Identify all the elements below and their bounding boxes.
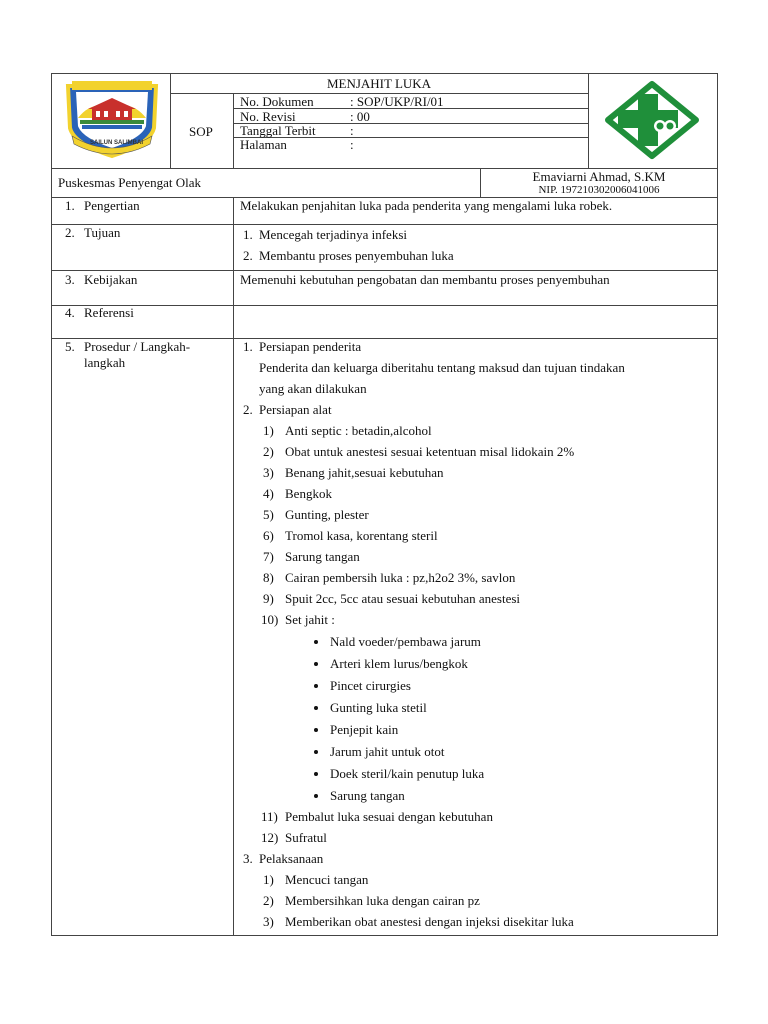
- kebijakan-text: Memenuhi kebutuhan pengobatan dan membantu proses penyembuhan: [240, 272, 610, 287]
- tool-item: Cairan pembersih luka : pz,h2o2 3%, savlon: [285, 570, 516, 585]
- tool-item: Anti septic : betadin,alcohol: [285, 423, 432, 438]
- bullet-icon: [314, 706, 318, 710]
- sub-number: 11): [261, 809, 278, 824]
- tool-item: Gunting, plester: [285, 507, 369, 522]
- seal-motto: SAILUN SALIMBAI: [90, 140, 143, 146]
- tool-item: Sarung tangan: [285, 549, 360, 564]
- tool-item: Benang jahit,sesuai kebutuhan: [285, 465, 444, 480]
- pengertian-text: Melakukan penjahitan luka pada penderita yang mengalami luka robek.: [240, 198, 613, 213]
- bullet-icon: [314, 640, 318, 644]
- sop-label: SOP: [189, 124, 213, 139]
- signatory-name: Emaviarni Ahmad, S.KM: [532, 169, 666, 184]
- document-title: MENJAHIT LUKA: [326, 76, 432, 91]
- tool-item: Tromol kasa, korentang steril: [285, 528, 438, 543]
- puskesmas-cross-logo: [604, 80, 700, 160]
- set-jahit-item: Penjepit kain: [330, 722, 399, 737]
- row-number: 4.: [65, 305, 75, 320]
- divider: [233, 197, 234, 936]
- bullet-icon: [314, 662, 318, 666]
- tool-item: Pembalut luka sesuai dengan kebutuhan: [285, 809, 493, 824]
- set-jahit-item: Gunting luka stetil: [330, 700, 427, 715]
- sub-number: 1): [263, 423, 274, 438]
- divider: [51, 305, 718, 306]
- tujuan-item: Membantu proses penyembuhan luka: [259, 248, 454, 263]
- regency-seal-logo: [62, 78, 162, 160]
- set-jahit-item: Sarung tangan: [330, 788, 405, 803]
- row-number: 2.: [65, 225, 75, 240]
- row-label-referensi: Referensi: [84, 305, 134, 320]
- step-title: Persiapan penderita: [259, 339, 362, 354]
- step-title: Pelaksanaan: [259, 851, 324, 866]
- tool-item: Set jahit :: [285, 612, 335, 627]
- divider: [588, 73, 589, 168]
- sub-number: 9): [263, 591, 274, 606]
- sub-number: 3): [263, 914, 274, 929]
- tool-item: Obat untuk anestesi sesuai ketentuan misal lidokain 2%: [285, 444, 575, 459]
- action-item: Memberikan obat anestesi dengan injeksi disekitar luka: [285, 914, 574, 929]
- meta-label-revision: No. Revisi: [240, 109, 296, 124]
- set-jahit-item: Jarum jahit untuk otot: [330, 744, 445, 759]
- meta-label-page: Halaman: [240, 137, 287, 152]
- row-number: 1.: [65, 198, 75, 213]
- divider: [233, 93, 234, 168]
- meta-label-issue-date: Tanggal Terbit: [240, 123, 316, 138]
- step-title: Persiapan alat: [259, 402, 332, 417]
- row-number: 3.: [65, 272, 75, 287]
- sub-number: 1): [263, 872, 274, 887]
- row-label-kebijakan: Kebijakan: [84, 272, 138, 287]
- sub-number: 2): [263, 444, 274, 459]
- tool-item: Spuit 2cc, 5cc atau sesuai kebutuhan anestesi: [285, 591, 521, 606]
- divider: [51, 270, 718, 271]
- sub-number: 2): [263, 893, 274, 908]
- meta-label-document-number: No. Dokumen: [240, 94, 314, 109]
- set-jahit-item: Arteri klem lurus/bengkok: [330, 656, 468, 671]
- list-number: 1.: [243, 227, 253, 242]
- row-label-prosedur: Prosedur / Langkah-: [84, 339, 191, 354]
- bullet-icon: [314, 750, 318, 754]
- step-text: Penderita dan keluarga diberitahu tentang maksud dan tujuan tindakan: [259, 360, 625, 375]
- set-jahit-item: Nald voeder/pembawa jarum: [330, 634, 481, 649]
- bullet-icon: [314, 772, 318, 776]
- puskesmas-name: Puskesmas Penyengat Olak: [58, 175, 201, 190]
- action-item: Mencuci tangan: [285, 872, 369, 887]
- sub-number: 5): [263, 507, 274, 522]
- tujuan-item: Mencegah terjadinya infeksi: [259, 227, 407, 242]
- action-item: Membersihkan luka dengan cairan pz: [285, 893, 480, 908]
- set-jahit-item: Doek steril/kain penutup luka: [330, 766, 485, 781]
- tool-item: Bengkok: [285, 486, 332, 501]
- sub-number: 10): [261, 612, 279, 627]
- sub-number: 7): [263, 549, 274, 564]
- row-label-prosedur-cont: langkah: [84, 355, 126, 370]
- bullet-icon: [314, 684, 318, 688]
- sub-number: 6): [263, 528, 274, 543]
- sub-number: 4): [263, 486, 274, 501]
- set-jahit-item: Pincet cirurgies: [330, 678, 411, 693]
- sub-number: 12): [261, 830, 279, 845]
- list-number: 2.: [243, 402, 253, 417]
- meta-value-issue-date: :: [350, 123, 354, 138]
- bullet-icon: [314, 728, 318, 732]
- meta-value-revision: : 00: [350, 109, 370, 124]
- list-number: 3.: [243, 851, 253, 866]
- meta-value-document-number: : SOP/UKP/RI/01: [350, 94, 444, 109]
- list-number: 2.: [243, 248, 253, 263]
- sub-number: 3): [263, 465, 274, 480]
- row-label-pengertian: Pengertian: [84, 198, 140, 213]
- meta-value-page: :: [350, 137, 354, 152]
- tool-item: Sufratul: [285, 830, 327, 845]
- list-number: 1.: [243, 339, 253, 354]
- divider: [51, 224, 718, 225]
- signatory-nip: NIP. 197210302006041006: [538, 184, 660, 196]
- sub-number: 8): [263, 570, 274, 585]
- row-number: 5.: [65, 339, 75, 354]
- step-text: yang akan dilakukan: [259, 381, 367, 396]
- bullet-icon: [314, 794, 318, 798]
- row-label-tujuan: Tujuan: [84, 225, 121, 240]
